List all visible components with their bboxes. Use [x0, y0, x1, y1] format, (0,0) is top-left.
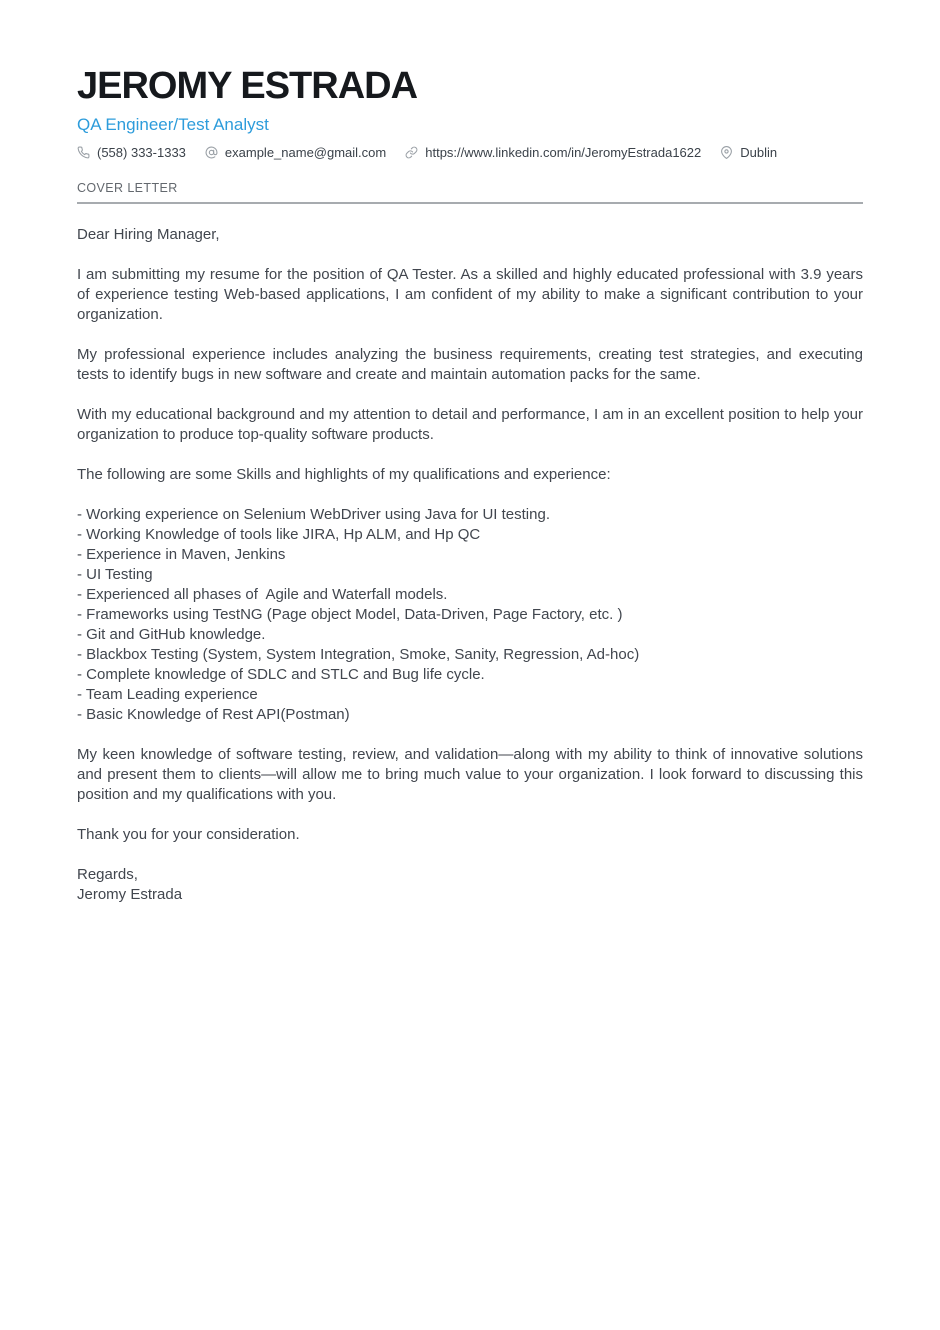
contact-row — [77, 145, 863, 160]
location-pin-icon — [720, 146, 733, 159]
skill-item: - Working Knowledge of tools like JIRA, Hp ALM, and Hp QC — [77, 526, 481, 543]
skill-item: - Git and GitHub knowledge. — [77, 626, 266, 643]
job-title: QA Engineer/Test Analyst — [77, 115, 269, 134]
link-icon — [405, 146, 418, 159]
salutation: Dear Hiring Manager, — [77, 226, 220, 243]
contact-phone — [77, 145, 186, 160]
skill-item: - UI Testing — [77, 566, 153, 583]
phone-icon — [77, 146, 90, 159]
skill-item: - Experience in Maven, Jenkins — [77, 546, 286, 563]
contact-location — [720, 145, 777, 160]
candidate-name: JEROMY ESTRADA — [77, 65, 418, 107]
signature-name: Jeromy Estrada — [77, 886, 183, 903]
contact-email — [205, 145, 386, 160]
phone-number: (558) 333-1333 — [97, 145, 186, 160]
contact-linkedin — [405, 145, 701, 160]
letter-body — [77, 225, 863, 905]
skill-item: - Experienced all phases of Agile and Waterfall models. — [77, 586, 448, 603]
section-divider — [77, 202, 863, 204]
paragraph-intro: I am submitting my resume for the position of QA Tester. As a skilled and highly educated professional with 3.9 years of experience testing Web-based applications, I am confident of my ability to make a significant contribution to your organization. — [77, 266, 863, 323]
header — [77, 64, 863, 160]
linkedin-url: https://www.linkedin.com/in/JeromyEstrada1622 — [425, 145, 702, 160]
paragraph-closing: My keen knowledge of software testing, review, and validation—along with my ability to think of innovative solutions and present them to clients—will allow me to bring much value to your organization. I look forward to discussing this position and my qualifications with you. — [77, 746, 863, 803]
skill-item: - Frameworks using TestNG (Page object Model, Data-Driven, Page Factory, etc. ) — [77, 606, 623, 623]
skill-item: - Team Leading experience — [77, 686, 258, 703]
section-header — [77, 181, 863, 204]
skills-intro: The following are some Skills and highlights of my qualifications and experience: — [77, 466, 611, 483]
signature-block — [77, 865, 863, 905]
skill-item: - Working experience on Selenium WebDriver using Java for UI testing. — [77, 506, 550, 523]
paragraph-education: With my educational background and my attention to detail and performance, I am in an excellent position to help your organization to produce top-quality software products. — [77, 406, 863, 443]
section-label: COVER LETTER — [77, 181, 178, 195]
skills-list — [77, 505, 863, 725]
at-icon — [205, 146, 218, 159]
skill-item: - Blackbox Testing (System, System Integration, Smoke, Sanity, Regression, Ad-hoc) — [77, 646, 640, 663]
signoff: Regards, — [77, 866, 138, 883]
skill-item: - Basic Knowledge of Rest API(Postman) — [77, 706, 350, 723]
skill-item: - Complete knowledge of SDLC and STLC and Bug life cycle. — [77, 666, 485, 683]
thanks-line: Thank you for your consideration. — [77, 826, 300, 843]
paragraph-experience: My professional experience includes analyzing the business requirements, creating test strategies, and executing tests to identify bugs in new software and create and maintain automation packs for the same. — [77, 346, 863, 383]
location-text: Dublin — [740, 145, 778, 160]
email-address: example_name@gmail.com — [224, 145, 387, 160]
